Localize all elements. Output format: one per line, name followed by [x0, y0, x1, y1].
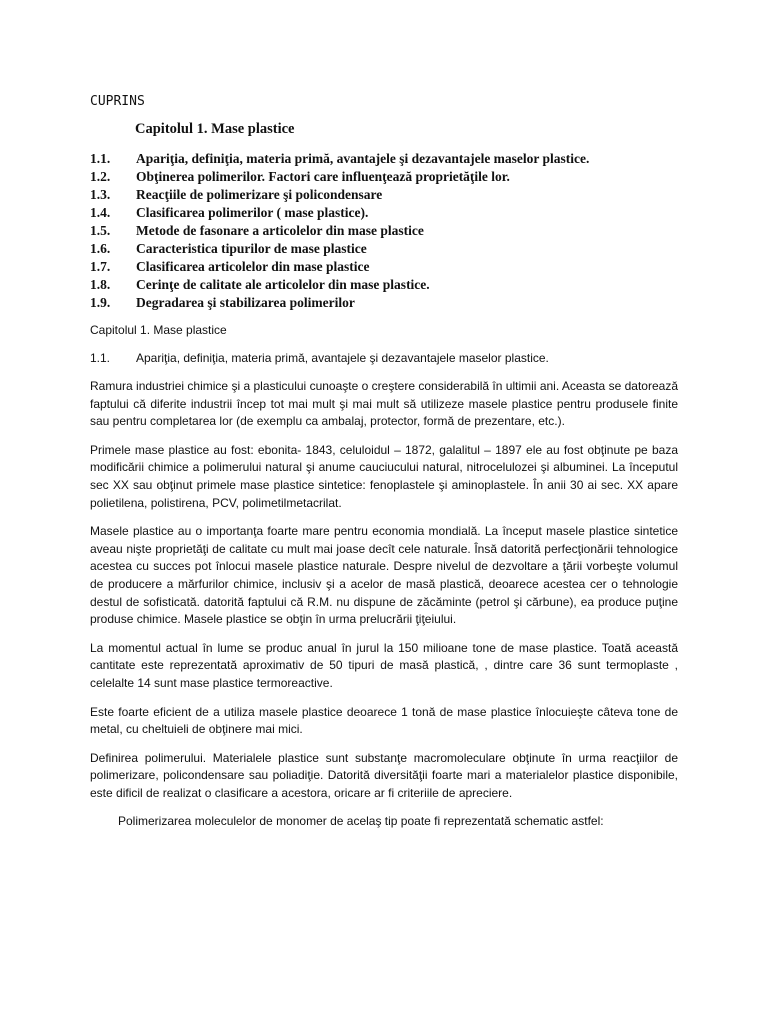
- section-number: 1.1.: [90, 351, 111, 365]
- toc-item-text: Reacţiile de polimerizare şi policondensare: [136, 187, 383, 202]
- toc-item-number: 1.3.: [90, 187, 111, 202]
- body-paragraph: Ramura industriei chimice şi a plasticului cunoaşte o creştere considerabilă în ultimii ani. Aceasta se datorează faptului că diferite industrii încep tot mai mult şi mai mult să utilizeze masele plastice pentru produsele finite sau pentru completarea lor (de exemplu ca ambalaj, protector, formă de prezentare, etc.).: [90, 379, 678, 429]
- toc-item-number: 1.7.: [90, 259, 111, 274]
- section-title: Apariţia, definiţia, materia primă, avantajele şi dezavantajele maselor plastice.: [136, 351, 549, 365]
- section-heading: [90, 351, 678, 365]
- toc-item: [90, 150, 678, 168]
- chapter-title: Capitolul 1. Mase plastice: [90, 323, 227, 337]
- toc-item: [90, 168, 678, 186]
- toc-list: [90, 150, 678, 312]
- body-paragraph: Primele mase plastice au fost: ebonita- 1843, celuloidul – 1872, galalitul – 1897 ele au fost obţinute pe baza modificării chimice a polimerului natural şi anume cauciucului natural, nitrocelulozei şi albuminei. La începutul sec XX sau obţinut primele mase plastice sintetice: fenoplastele şi aminoplastele. În anii 30 ai sec. XX apare polietilena, polistirena, PCV, polimetilmetacrilat.: [90, 442, 678, 510]
- body-paragraph: La momentul actual în lume se produc anual în jurul la 150 milioane tone de mase plastice. Toată această cantitate este reprezentată aproximativ de 50 tipuri de masă plastică, , dintre care 36 sunt termoplaste , celelalte 14 sunt mase plastice termoreactive.: [90, 640, 678, 690]
- body-paragraph: Definirea polimerului. Materialele plastice sunt substanţe macromoleculare obţinute în urma reacţiilor de polimerizare, policondensare sau poliadiţie. Datorită diversităţii foarte mari a materialelor plastice disponibile, este dificil de realizat o clasificare a acestora, oricare ar fi criteriile de apreciere.: [90, 750, 678, 800]
- toc-heading: CUPRINS: [90, 94, 145, 109]
- toc-item-text: Cerinţe de calitate ale articolelor din mase plastice.: [136, 277, 430, 292]
- toc-item: [90, 276, 678, 294]
- toc-item-text: Apariţia, definiţia, materia primă, avantajele şi dezavantajele maselor plastice.: [136, 151, 590, 166]
- toc-item-number: 1.1.: [90, 151, 111, 166]
- toc-item: [90, 186, 678, 204]
- toc-item-text: Obţinerea polimerilor. Factori care influenţează proprietăţile lor.: [136, 169, 510, 184]
- toc-item-text: Caracteristica tipurilor de mase plastice: [136, 241, 367, 256]
- document-page: [90, 94, 678, 842]
- toc-item-number: 1.6.: [90, 241, 111, 256]
- toc-item: [90, 222, 678, 240]
- toc-item-number: 1.8.: [90, 277, 111, 292]
- toc-item: [90, 204, 678, 222]
- toc-item: [90, 258, 678, 276]
- toc-item-number: 1.2.: [90, 169, 111, 184]
- body-paragraph: Este foarte eficient de a utiliza masele plastice deoarece 1 tonă de mase plastice înlocuieşte câteva tone de metal, cu cheltuieli de obţinere mai mici.: [90, 704, 678, 737]
- toc-item-text: Clasificarea polimerilor ( mase plastice).: [136, 205, 369, 220]
- toc-item: [90, 240, 678, 258]
- toc-item-number: 1.9.: [90, 295, 111, 310]
- toc-item-text: Degradarea şi stabilizarea polimerilor: [136, 295, 355, 310]
- toc-item-text: Clasificarea articolelor din mase plastice: [136, 259, 370, 274]
- toc-item-number: 1.5.: [90, 223, 111, 238]
- body-paragraph: Masele plastice au o importanţa foarte mare pentru economia mondială. La început masele plastice sintetice aveau nişte proprietăţi de calitate cu mult mai joase decît cele naturale. Însă datorită perfecţionării tehnologice acestea cu succes pot înlocui masele plastice naturale. Despre nivelul de dezvoltare a ţării vorbeşte volumul de producere a mărfurilor chimice, inclusiv şi a acelor de masă plastică, deoarece acestea cer o tehnologie destul de sofisticată. datorită faptului că R.M. nu dispune de zăcăminte (petrol şi cărbune), ea produce puţine produse chimice. Masele plastice se obţin în urma prelucrării ţiţeiului.: [90, 524, 678, 627]
- toc-item-number: 1.4.: [90, 205, 111, 220]
- toc-chapter-title: Capitolul 1. Mase plastice: [135, 121, 295, 137]
- toc-item-text: Metode de fasonare a articolelor din mase plastice: [136, 223, 424, 238]
- body-paragraph-final: Polimerizarea moleculelor de monomer de acelaş tip poate fi reprezentată schematic astfel:: [118, 814, 604, 829]
- toc-item: [90, 294, 678, 312]
